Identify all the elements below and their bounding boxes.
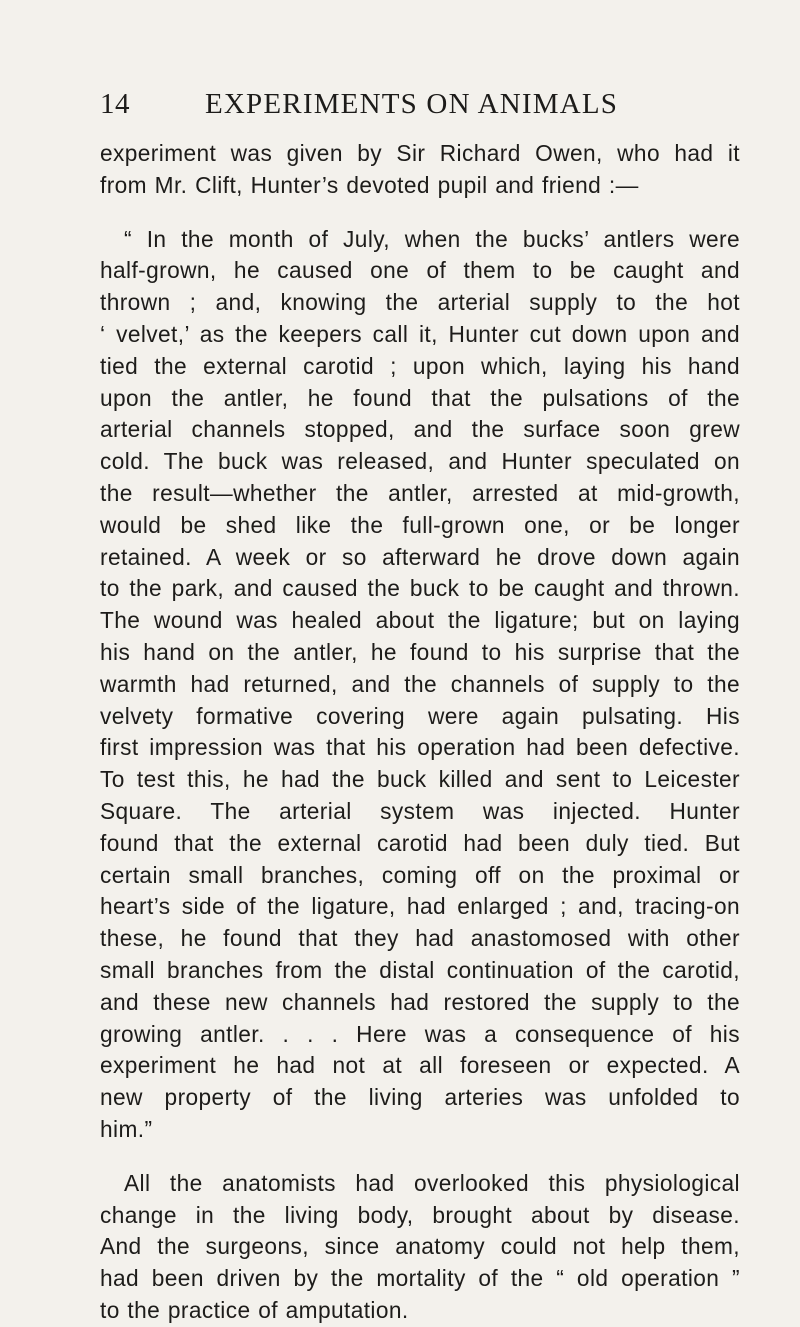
text-line: upon the antler, he found that the pulsations of the bbox=[100, 384, 740, 411]
text-line: The wound was healed about the ligature; but on laying bbox=[100, 607, 740, 634]
text-line: new property of the living arteries was unfolded to bbox=[100, 1084, 740, 1111]
paragraph-gap bbox=[100, 1146, 740, 1168]
text-line: ‘ velvet,’ as the keepers call it, Hunter cut down upon and bbox=[100, 320, 740, 347]
text-line: would be shed like the full-grown one, or be longer bbox=[100, 511, 740, 538]
text-line: experiment was given by Sir Richard Owen, who had it bbox=[100, 140, 740, 166]
text-line: the result—whether the antler, arrested at mid-growth, bbox=[100, 479, 740, 506]
page-number: 14 bbox=[100, 88, 130, 120]
text-line: experiment he had not at all foreseen or expected. A bbox=[100, 1052, 740, 1079]
text-line: had been driven by the mortality of the “ old operation ” bbox=[100, 1265, 740, 1292]
text-line: Square. The arterial system was injected. Hunter bbox=[100, 797, 740, 824]
paragraph-gap bbox=[100, 202, 740, 224]
text-line: certain small branches, coming off on the proximal or bbox=[100, 861, 740, 888]
text-line: found that the external carotid had been duly tied. But bbox=[100, 829, 740, 856]
text-line: velvety formative covering were again pulsating. His bbox=[100, 702, 740, 729]
text-line: retained. A week or so afterward he drove down again bbox=[100, 543, 740, 570]
running-title: EXPERIMENTS ON ANIMALS bbox=[205, 88, 619, 120]
quoted-paragraph bbox=[100, 224, 740, 1146]
text-line: thrown ; and, knowing the arterial supply to the hot bbox=[100, 289, 740, 316]
text-line: To test this, he had the buck killed and sent to Leicester bbox=[100, 766, 740, 793]
text-line: heart’s side of the ligature, had enlarged ; and, tracing-on bbox=[100, 893, 740, 920]
paragraph bbox=[100, 1168, 740, 1327]
paragraph bbox=[100, 138, 740, 202]
text-line: these, he found that they had anastomosed with other bbox=[100, 925, 740, 952]
text-line: change in the living body, brought about by disease. bbox=[100, 1201, 740, 1228]
text-line: half-grown, he caused one of them to be caught and bbox=[100, 257, 740, 284]
body-text bbox=[100, 138, 740, 1327]
text-line: And the surgeons, since anatomy could not help them, bbox=[100, 1233, 740, 1260]
text-line: cold. The buck was released, and Hunter speculated on bbox=[100, 448, 740, 475]
text-line: “ In the month of July, when the bucks’ antlers were bbox=[124, 225, 740, 252]
text-line: warmth had returned, and the channels of supply to the bbox=[100, 670, 740, 697]
text-line: his hand on the antler, he found to his surprise that the bbox=[100, 638, 740, 665]
text-line: from Mr. Clift, Hunter’s devoted pupil and friend :— bbox=[100, 171, 639, 198]
text-line: small branches from the distal continuation of the carotid, bbox=[100, 956, 740, 983]
text-line: growing antler. . . . Here was a consequence of his bbox=[100, 1020, 740, 1047]
running-head bbox=[100, 86, 740, 126]
text-line: to the practice of amputation. bbox=[100, 1296, 409, 1323]
text-line: and these new channels had restored the supply to the bbox=[100, 988, 740, 1015]
text-line: arterial channels stopped, and the surface soon grew bbox=[100, 416, 740, 443]
text-line: first impression was that his operation had been defective. bbox=[100, 734, 740, 761]
text-line: All the anatomists had overlooked this physiological bbox=[124, 1169, 740, 1196]
text-line: him.” bbox=[100, 1115, 153, 1142]
text-line: tied the external carotid ; upon which, laying his hand bbox=[100, 352, 740, 379]
text-line: to the park, and caused the buck to be caught and thrown. bbox=[100, 575, 740, 602]
